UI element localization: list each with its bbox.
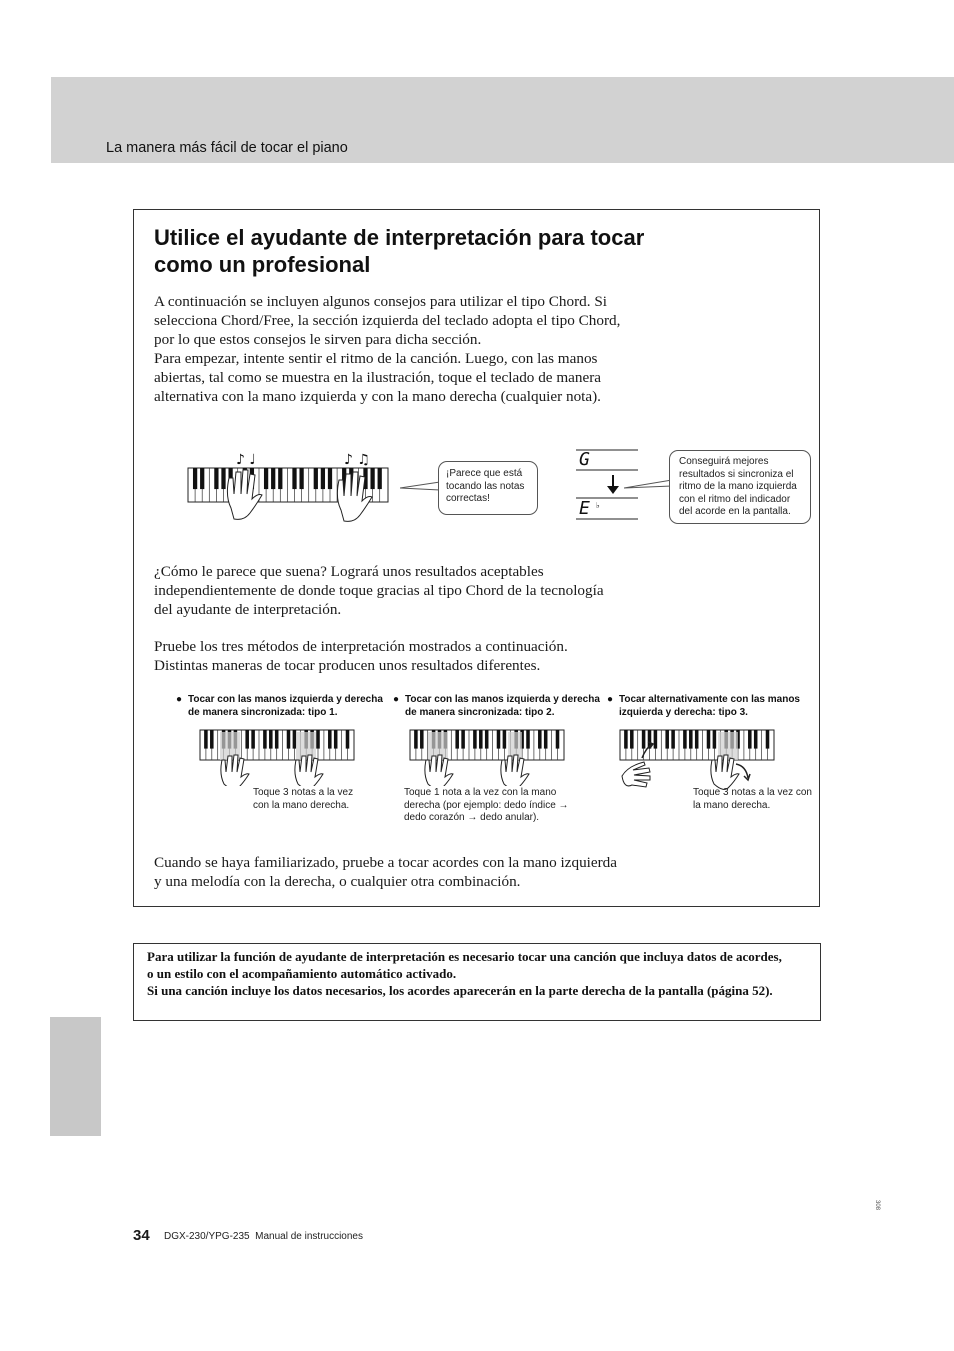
svg-text:♪ ♩: ♪ ♩ — [236, 452, 256, 468]
method-1-keyboard-illustration — [198, 728, 358, 786]
page-title: Utilice el ayudante de interpretación para tocar como un profesional — [154, 225, 645, 277]
down-arrow-icon — [607, 475, 619, 494]
svg-text:♪ ♫: ♪ ♫ — [344, 452, 370, 468]
left-hand-icon — [622, 762, 650, 787]
method-1-title: ● Tocar con las manos izquierda y derecha de manera sincronizada: tipo 1. — [176, 694, 383, 718]
method-3-title: ● Tocar alternativamente con las manos izquierda y derecha: tipo 3. — [607, 694, 800, 718]
page-number: 34 — [133, 1227, 150, 1244]
method-3-keyboard-illustration — [618, 728, 778, 794]
intro-paragraph: A continuación se incluyen algunos consejos para utilizar el tipo Chord. Si selecciona Chord/Free, la sección izquierda del teclado adopta el tipo Chord, por lo que estos consejos le sirven para dicha sección. Para empezar, intente sentir el ritmo de la canción. Luego, con las manos abiertas, tal como se muestra en la ilustración, toque el teclado de manera alternativa con la mano izquierda y con la mano derecha (cualquier nota). — [154, 293, 621, 405]
sound-paragraph: ¿Cómo le parece que suena? Logrará unos resultados aceptables independientemente de donde toque gracias al tipo Chord de la tecnología del ayudante de interpretación. — [154, 563, 604, 618]
callout-tail — [400, 478, 440, 494]
note-text: Para utilizar la función de ayudante de interpretación es necesario tocar una canción que incluya datos de acordes, o un estilo con el acompañamiento automático activado. Si una canción incluye los datos necesarios, los acordes aparecerán en la parte derecha de la pantalla (página 52). — [147, 949, 782, 998]
side-tab — [50, 1017, 101, 1136]
bullet-icon: ● — [176, 694, 183, 705]
chord-bottom-label: E — [579, 498, 590, 519]
print-code: 308 — [874, 1200, 880, 1211]
keyboard-hands-illustration — [186, 448, 436, 524]
method-2-title: ● Tocar con las manos izquierda y derecha de manera sincronizada: tipo 2. — [393, 694, 600, 718]
callout-correct-notes: ¡Parece que está tocando las notas correctas! — [438, 461, 538, 515]
callout-tail — [624, 478, 672, 496]
method-3-caption: Toque 3 notas a la vez con la mano derecha. — [693, 787, 812, 811]
method-2-keyboard-illustration — [408, 728, 568, 786]
method-2-caption: Toque 1 nota a la vez con la mano derecha (por ejemplo: dedo índice → dedo corazón → dedo anular). — [404, 787, 569, 823]
bullet-icon: ● — [393, 694, 400, 705]
final-paragraph: Cuando se haya familiarizado, pruebe a tocar acordes con la mano izquierda y una melodía con la derecha, o cualquier otra combinación. — [154, 854, 618, 890]
callout-sync-rhythm: Conseguirá mejores resultados si sincroniza el ritmo de la mano izquierda con el ritmo del indicador del acorde en la pantalla. — [669, 450, 811, 524]
try-methods-paragraph: Pruebe los tres métodos de interpretación mostrados a continuación. Distintas maneras de tocar producen unos resultados diferentes. — [154, 638, 568, 674]
section-title: La manera más fácil de tocar el piano — [106, 140, 348, 156]
note-symbols-icon — [236, 452, 370, 468]
manual-model: DGX-230/YPG-235 Manual de instrucciones — [164, 1231, 363, 1242]
chord-flat-symbol: ♭ — [596, 501, 600, 510]
method-1-caption: Toque 3 notas a la vez con la mano derecha. — [253, 787, 354, 811]
chord-top-label: G — [579, 449, 590, 470]
bullet-icon: ● — [607, 694, 614, 705]
